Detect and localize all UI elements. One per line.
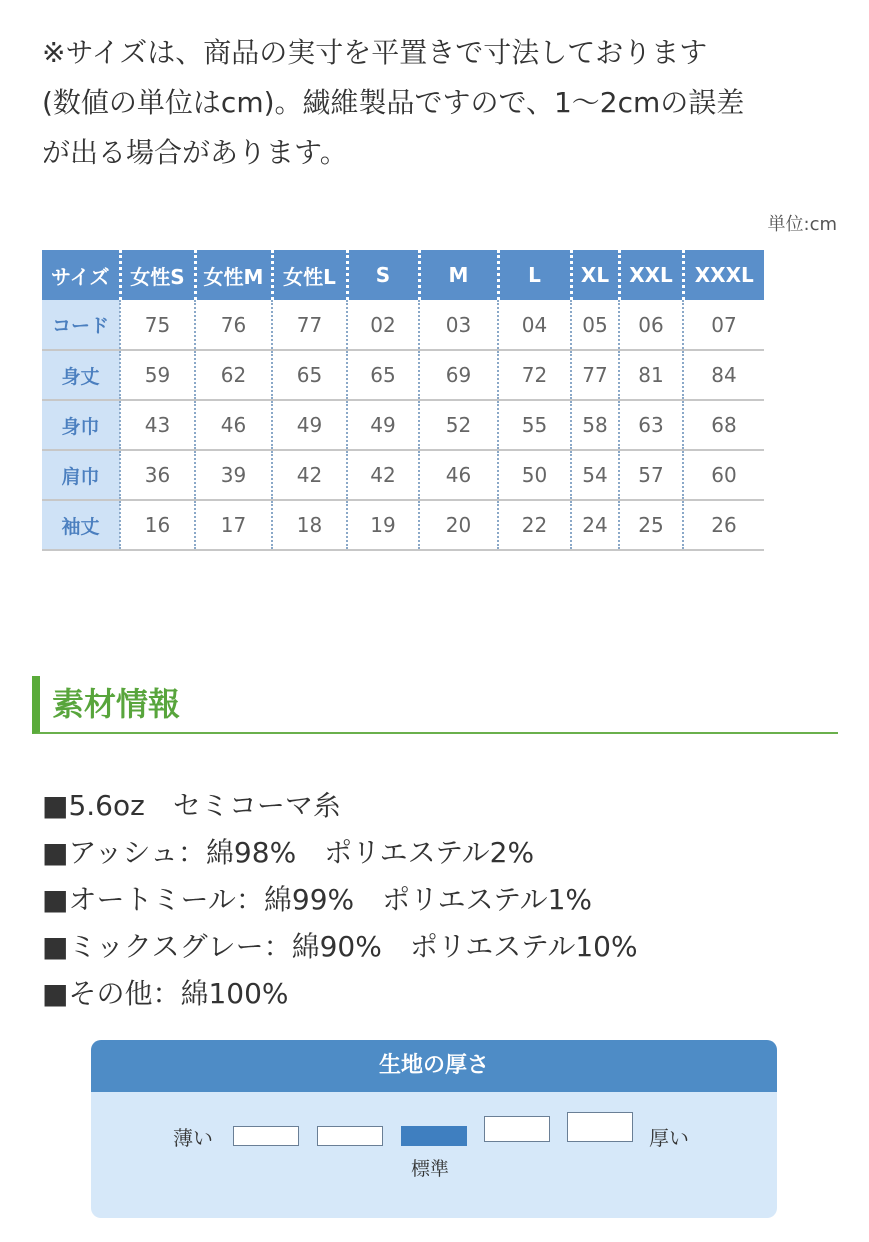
table-cell: 65 <box>272 350 347 400</box>
table-cell: 65 <box>347 350 419 400</box>
table-cell: 60 <box>683 450 764 500</box>
size-table-header-row <box>42 250 764 300</box>
table-cell: 72 <box>498 350 571 400</box>
table-cell: 04 <box>498 300 571 350</box>
table-cell: 77 <box>571 350 619 400</box>
size-table-corner: サイズ <box>42 250 120 300</box>
thickness-level-3-selected <box>401 1126 467 1146</box>
row-label: コード <box>42 300 120 350</box>
thickness-level-2 <box>317 1126 383 1146</box>
table-cell: 77 <box>272 300 347 350</box>
table-cell: 49 <box>347 400 419 450</box>
row-label: 身丈 <box>42 350 120 400</box>
table-cell: 84 <box>683 350 764 400</box>
table-cell: 36 <box>120 450 195 500</box>
unit-label: 単位:cm <box>767 214 837 235</box>
table-cell: 02 <box>347 300 419 350</box>
table-cell: 62 <box>195 350 272 400</box>
table-cell: 75 <box>120 300 195 350</box>
fabric-thickness-panel <box>91 1040 777 1218</box>
thickness-scale <box>91 1112 777 1180</box>
size-table <box>42 250 764 551</box>
table-cell: 19 <box>347 500 419 550</box>
row-label: 肩巾 <box>42 450 120 500</box>
table-cell: 55 <box>498 400 571 450</box>
table-cell: 25 <box>619 500 683 550</box>
size-column-header: XL <box>571 250 619 300</box>
thickness-level-4 <box>484 1116 550 1142</box>
table-cell: 52 <box>419 400 498 450</box>
table-cell: 06 <box>619 300 683 350</box>
table-cell: 16 <box>120 500 195 550</box>
table-cell: 69 <box>419 350 498 400</box>
thickness-level-1 <box>233 1126 299 1146</box>
material-section-header <box>32 676 838 734</box>
size-column-header: XXXL <box>683 250 764 300</box>
size-column-header: XXL <box>619 250 683 300</box>
list-item: ■5.6oz セミコーマ糸 <box>42 789 341 822</box>
thickness-level-5 <box>567 1112 633 1142</box>
table-cell: 26 <box>683 500 764 550</box>
size-column-header: M <box>419 250 498 300</box>
fabric-thickness-title: 生地の厚さ <box>91 1040 777 1092</box>
table-cell: 46 <box>195 400 272 450</box>
table-cell: 59 <box>120 350 195 400</box>
size-note <box>42 28 842 178</box>
table-cell: 24 <box>571 500 619 550</box>
list-item: ■アッシュ：綿98% ポリエステル2% <box>42 836 535 869</box>
table-cell: 05 <box>571 300 619 350</box>
size-column-header: 女性L <box>272 250 347 300</box>
table-cell: 42 <box>272 450 347 500</box>
list-item: ■ミックスグレー：綿90% ポリエステル10% <box>42 930 638 963</box>
size-column-header: S <box>347 250 419 300</box>
size-note-line: (数値の単位はcm)。繊維製品ですので、1〜2cmの誤差 <box>42 86 745 119</box>
table-cell: 18 <box>272 500 347 550</box>
list-item: ■オートミール：綿99% ポリエステル1% <box>42 883 593 916</box>
size-note-line: ※サイズは、商品の実寸を平置きで寸法しております <box>42 36 708 69</box>
table-cell: 07 <box>683 300 764 350</box>
table-cell: 20 <box>419 500 498 550</box>
table-cell: 57 <box>619 450 683 500</box>
row-label: 身巾 <box>42 400 120 450</box>
table-cell: 58 <box>571 400 619 450</box>
table-cell: 03 <box>419 300 498 350</box>
standard-label: 標準 <box>411 1158 450 1180</box>
table-cell: 81 <box>619 350 683 400</box>
table-cell: 43 <box>120 400 195 450</box>
row-label: 袖丈 <box>42 500 120 550</box>
table-cell: 39 <box>195 450 272 500</box>
table-cell: 49 <box>272 400 347 450</box>
size-column-header: 女性M <box>195 250 272 300</box>
thin-label: 薄い <box>173 1126 213 1150</box>
material-list <box>42 782 638 1017</box>
size-column-header: L <box>498 250 571 300</box>
size-column-header: 女性S <box>120 250 195 300</box>
table-cell: 76 <box>195 300 272 350</box>
table-row <box>42 400 764 450</box>
table-cell: 22 <box>498 500 571 550</box>
table-cell: 42 <box>347 450 419 500</box>
table-row <box>42 300 764 350</box>
table-row <box>42 500 764 550</box>
table-cell: 68 <box>683 400 764 450</box>
table-cell: 54 <box>571 450 619 500</box>
table-cell: 50 <box>498 450 571 500</box>
list-item: ■その他：綿100% <box>42 977 289 1010</box>
thick-label: 厚い <box>649 1126 689 1150</box>
table-cell: 17 <box>195 500 272 550</box>
table-row <box>42 450 764 500</box>
material-section-title: 素材情報 <box>52 685 181 723</box>
table-cell: 46 <box>419 450 498 500</box>
table-row <box>42 350 764 400</box>
table-cell: 63 <box>619 400 683 450</box>
size-note-line: が出る場合があります。 <box>42 136 348 169</box>
